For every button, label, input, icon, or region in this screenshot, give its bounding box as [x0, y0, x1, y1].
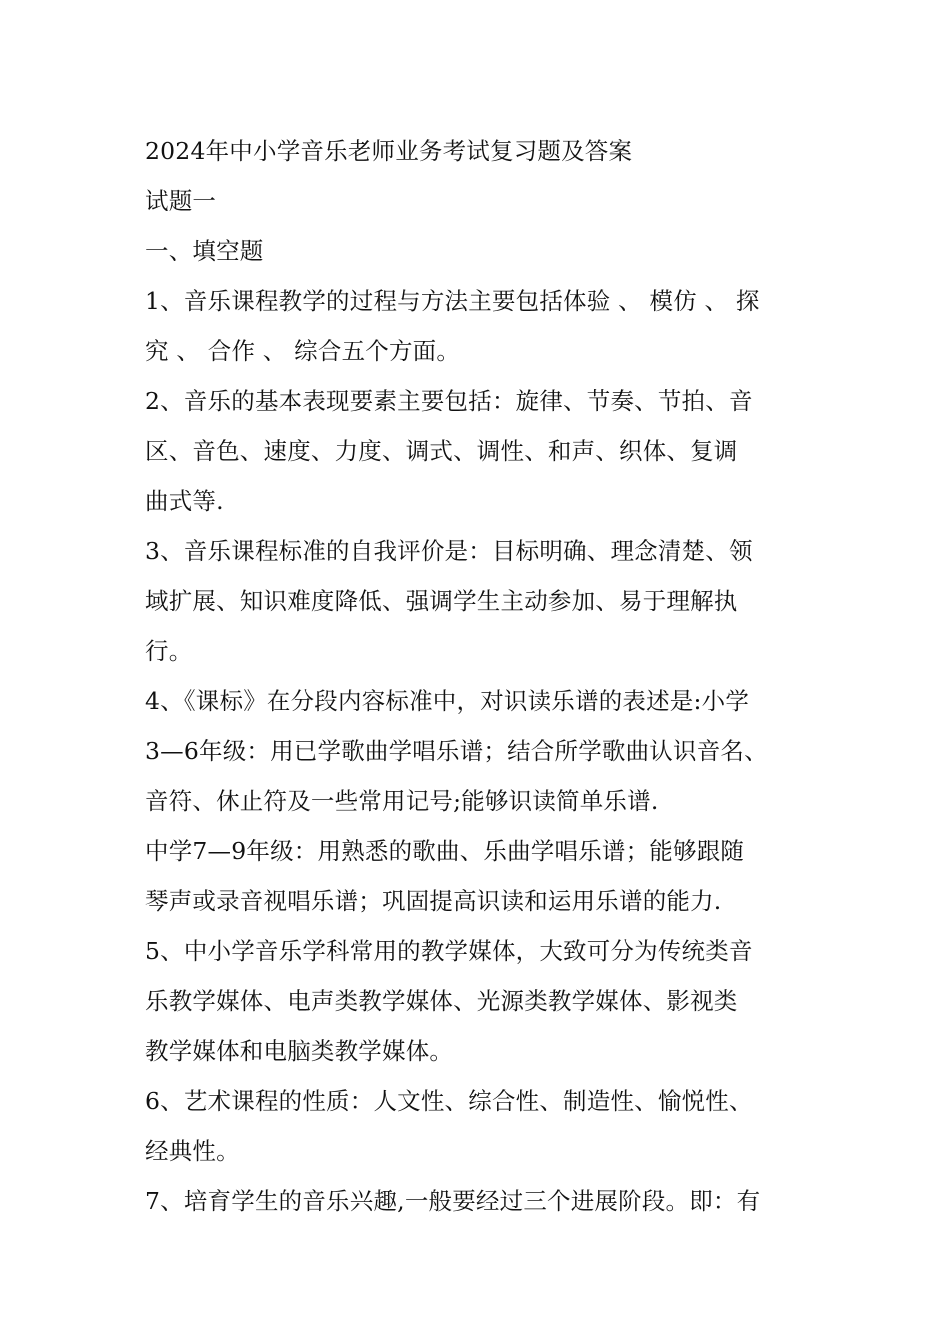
text-line: 究 、 合作 、 综合五个方面。	[145, 337, 461, 365]
text-line: 3—6年级：用已学歌曲学唱乐谱；结合所学歌曲认识音名、	[145, 737, 768, 765]
text-line: 1、音乐课程教学的过程与方法主要包括体验 、 模仿 、 探	[145, 287, 760, 315]
text-line: 3、音乐课程标准的自我评价是：目标明确、理念清楚、领	[145, 537, 753, 565]
question-4	[145, 676, 825, 926]
question-7	[145, 1176, 825, 1226]
question-2	[145, 376, 825, 526]
text-line: 行。	[145, 637, 193, 665]
text-line: 经典性。	[145, 1137, 240, 1165]
text-line: 2、音乐的基本表现要素主要包括：旋律、节奏、节拍、音	[145, 387, 753, 415]
text-line: 琴声或录音视唱乐谱；巩固提高识读和运用乐谱的能力.	[145, 887, 722, 915]
text-line: 域扩展、知识难度降低、强调学生主动参加、易于理解执	[145, 587, 738, 615]
subsection-line: 一、填空题	[145, 237, 264, 265]
text-line: 曲式等.	[145, 487, 224, 515]
text-line: 音符、休止符及一些常用记号;能够识读简单乐谱.	[145, 787, 659, 815]
question-6	[145, 1076, 825, 1176]
text-line: 7、培育学生的音乐兴趣,一般要经过三个进展阶段。即：有	[145, 1187, 761, 1215]
title-line: 2024年中小学音乐老师业务考试复习题及答案	[145, 137, 633, 165]
document-body	[145, 126, 825, 1226]
document-title	[145, 126, 825, 176]
question-5	[145, 926, 825, 1076]
question-1	[145, 276, 825, 376]
section-heading	[145, 176, 825, 226]
text-line: 教学媒体和电脑类教学媒体。	[145, 1037, 454, 1065]
text-line: 乐教学媒体、电声类教学媒体、光源类教学媒体、影视类	[145, 987, 738, 1015]
text-line: 5、中小学音乐学科常用的教学媒体，大致可分为传统类音	[145, 937, 753, 965]
text-line: 中学7—9年级：用熟悉的歌曲、乐曲学唱乐谱；能够跟随	[145, 837, 745, 865]
subsection-heading	[145, 226, 825, 276]
text-line: 6、艺术课程的性质：人文性、综合性、制造性、愉悦性、	[145, 1087, 753, 1115]
section-line: 试题一	[145, 187, 217, 215]
text-line: 区、音色、速度、力度、调式、调性、和声、织体、复调	[145, 437, 738, 465]
question-3	[145, 526, 825, 676]
text-line: 4、《课标》在分段内容标准中，对识读乐谱的表述是:小学	[145, 687, 750, 715]
